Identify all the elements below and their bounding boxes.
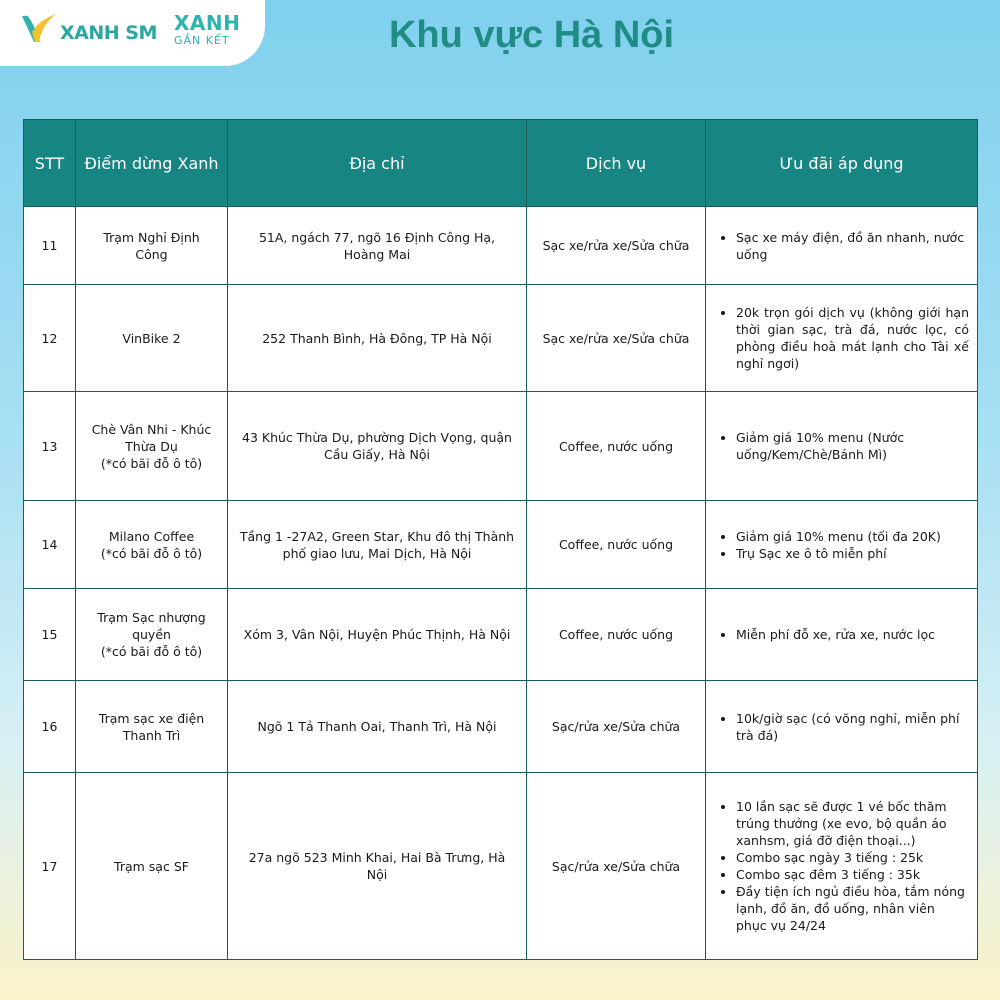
cell-address: 43 Khúc Thừa Dụ, phường Dịch Vọng, quận Cầu Giấy, Hà Nội [228, 392, 527, 501]
perk-item: • Miễn phí đỗ xe, rửa xe, nước lọc [736, 626, 969, 643]
header-address: Địa chỉ [228, 120, 527, 207]
station-name: Trạm Nghỉ Định Công [103, 229, 200, 262]
header-perks: Ưu đãi áp dụng [706, 120, 978, 207]
perk-item: • Đầy tiện ích ngủ điều hòa, tắm nóng lạnh, đồ ăn, đồ uống, nhân viên phục vụ 24/24 [736, 883, 969, 934]
header-stt: STT [24, 120, 76, 207]
cell-address: 27a ngõ 523 Minh Khai, Hai Bà Trưng, Hà Nội [228, 773, 527, 960]
station-name: VinBike 2 [122, 330, 181, 346]
station-name: Trạm Sạc nhượng quyền [97, 610, 206, 642]
cell-service: Sạc/rửa xe/Sửa chữa [527, 773, 706, 960]
table-row [24, 681, 978, 773]
parking-note: (*có bãi đỗ ô tô) [100, 455, 203, 471]
cell-station-name [76, 501, 228, 589]
cell-station-name [76, 285, 228, 392]
page-title: Khu vực Hà Nội [388, 14, 675, 56]
cell-perks [706, 207, 978, 285]
cell-station-name [76, 589, 228, 681]
station-name: Trạm sạc SF [114, 858, 189, 874]
perk-item: • Combo sạc ngày 3 tiếng : 25k [736, 849, 969, 866]
cell-perks [706, 589, 978, 681]
perk-list [722, 304, 969, 372]
table-row [24, 773, 978, 960]
cell-station-name [76, 392, 228, 501]
cell-stt: 14 [24, 501, 76, 589]
cell-station-name [76, 773, 228, 960]
perk-item: • 10 lần sạc sẽ được 1 vé bốc thăm trúng thưởng (xe evo, bộ quần áo xanhsm, giá đỡ điện thoại...) [736, 798, 969, 849]
table-row [24, 285, 978, 392]
station-name: Milano Coffee [108, 528, 195, 544]
header-station: Điểm dừng Xanh [76, 120, 228, 207]
cell-stt: 16 [24, 681, 76, 773]
cell-stt: 17 [24, 773, 76, 960]
sublogo-line2: GẮN KẾT [174, 34, 230, 47]
header-service: Dịch vụ [527, 120, 706, 207]
table-row [24, 392, 978, 501]
perk-item: • Giảm giá 10% menu (Nước uống/Kem/Chè/Bánh Mì) [736, 429, 969, 463]
cell-stt: 15 [24, 589, 76, 681]
cell-service: Coffee, nước uống [527, 589, 706, 681]
table-row [24, 589, 978, 681]
cell-station-name [76, 207, 228, 285]
perk-item: • Combo sạc đêm 3 tiếng : 35k [736, 866, 969, 883]
sublogo-line1: XANH [174, 11, 241, 35]
cell-address: 51A, ngách 77, ngõ 16 Định Công Hạ, Hoàng Mai [228, 207, 527, 285]
table-header-row [24, 120, 978, 207]
cell-address: Ngõ 1 Tả Thanh Oai, Thanh Trì, Hà Nội [228, 681, 527, 773]
table-row [24, 207, 978, 285]
cell-service: Coffee, nước uống [527, 392, 706, 501]
cell-service: Sạc xe/rửa xe/Sửa chữa [527, 285, 706, 392]
station-name: Trạm sạc xe điện Thanh Trì [98, 710, 205, 743]
perk-item: • 20k trọn gói dịch vụ (không giới hạn thời gian sạc, trà đá, nước lọc, có phòng điều hoà mát lạnh cho Tài xế nghỉ ngơi) [736, 304, 969, 372]
perk-item: • Giảm giá 10% menu (tối đa 20K) [736, 528, 969, 545]
perk-list [722, 429, 969, 463]
cell-perks [706, 773, 978, 960]
parking-note: (*có bãi đỗ ô tô) [100, 644, 203, 659]
cell-perks [706, 501, 978, 589]
cell-service: Coffee, nước uống [527, 501, 706, 589]
perk-item: • Sạc xe máy điện, đồ ăn nhanh, nước uống [736, 229, 969, 263]
cell-service: Sạc xe/rửa xe/Sửa chữa [527, 207, 706, 285]
cell-perks [706, 285, 978, 392]
cell-address: Tầng 1 -27A2, Green Star, Khu đô thị Thành phố giao lưu, Mai Dịch, Hà Nội [228, 501, 527, 589]
perk-list [722, 528, 969, 562]
cell-service: Sạc/rửa xe/Sửa chữa [527, 681, 706, 773]
perk-item: • Trụ Sạc xe ô tô miễn phí [736, 545, 969, 562]
station-name: Chè Vân Nhi - Khúc Thừa Dụ [91, 421, 212, 454]
cell-address: Xóm 3, Vân Nội, Huyện Phúc Thịnh, Hà Nội [228, 589, 527, 681]
cell-station-name [76, 681, 228, 773]
cell-address: 252 Thanh Bình, Hà Đông, TP Hà Nội [228, 285, 527, 392]
stations-table [23, 119, 978, 960]
cell-perks [706, 681, 978, 773]
perk-list [722, 626, 969, 643]
cell-stt: 12 [24, 285, 76, 392]
perk-list [722, 710, 969, 744]
perk-list [722, 229, 969, 263]
cell-perks [706, 392, 978, 501]
perk-list [722, 798, 969, 934]
table-row [24, 501, 978, 589]
perk-item: • 10k/giờ sạc (có võng nghỉ, miễn phí trà đá) [736, 710, 969, 744]
cell-stt: 11 [24, 207, 76, 285]
cell-stt: 13 [24, 392, 76, 501]
logo-text: XANH SM [60, 22, 157, 44]
parking-note: (*có bãi đỗ ô tô) [100, 545, 203, 561]
